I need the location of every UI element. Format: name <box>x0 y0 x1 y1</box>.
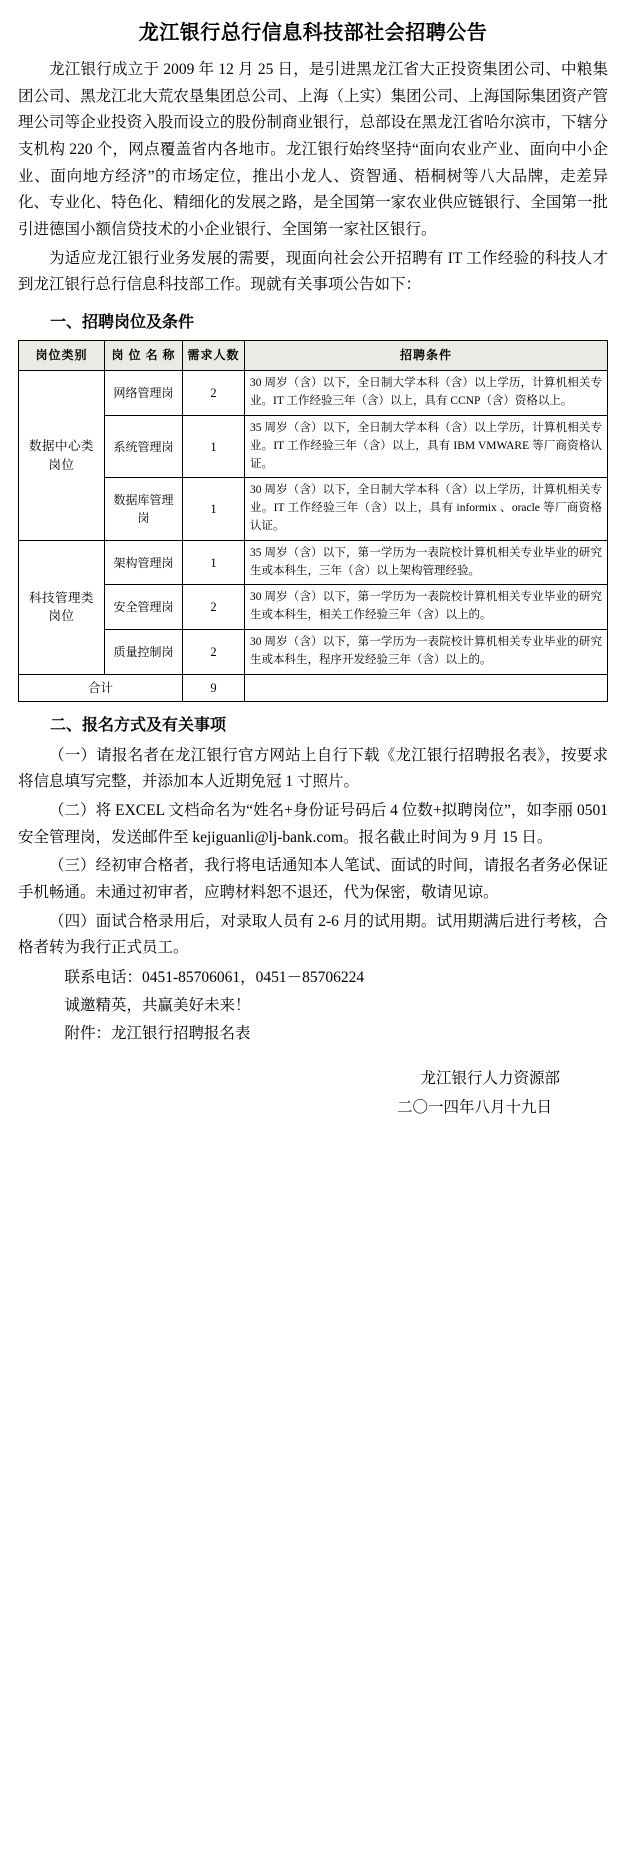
item-four: （四）面试合格录用后，对录取人员有 2-6 月的试用期。试用期满后进行考核，合格者转为我行正式员工。 <box>18 912 608 957</box>
contact-phone: 联系电话：0451-85706061，0451－85706224 <box>64 969 365 987</box>
cell-headcount: 2 <box>183 371 245 416</box>
cell-position-name: 数据库管理岗 <box>105 478 183 540</box>
cell-position-name: 质量控制岗 <box>105 630 183 675</box>
cell-position-name: 架构管理岗 <box>105 540 183 585</box>
cell-condition: 30 周岁（含）以下，全日制大学本科（含）以上学历，计算机相关专业。IT 工作经验三年（含）以上，具有 CCNP（含）资格以上。 <box>245 371 608 416</box>
table-row <box>19 540 608 585</box>
cell-category-datacenter: 数据中心类岗位 <box>19 371 105 541</box>
table-total-row <box>19 674 608 701</box>
cell-total-blank <box>245 674 608 701</box>
header-conditions: 招聘条件 <box>245 340 608 370</box>
cell-position-name: 网络管理岗 <box>105 371 183 416</box>
table-row <box>19 478 608 540</box>
cell-condition: 35 周岁（含）以下，全日制大学本科（含）以上学历，计算机相关专业。IT 工作经验三年（含）以上，具有 IBM VMWARE 等厂商资格认证。 <box>245 415 608 477</box>
cell-headcount: 2 <box>183 585 245 630</box>
section-one-heading: 一、招聘岗位及条件 <box>50 313 195 331</box>
table-row <box>19 415 608 477</box>
cell-headcount: 2 <box>183 630 245 675</box>
cell-condition: 30 周岁（含）以下，第一学历为一表院校计算机相关专业毕业的研究生或本科生，相关工作经验三年（含）以上的。 <box>245 585 608 630</box>
header-position-name: 岗 位 名 称 <box>105 340 183 370</box>
cell-total-label: 合计 <box>19 674 183 701</box>
cell-condition: 35 周岁（含）以下，第一学历为一表院校计算机相关专业毕业的研究生或本科生，三年（含）以上架构管理经验。 <box>245 540 608 585</box>
header-category: 岗位类别 <box>19 340 105 370</box>
cell-headcount: 1 <box>183 415 245 477</box>
item-one: （一）请报名者在龙江银行官方网站上自行下载《龙江银行招聘报名表》，按要求将信息填写完整，并添加本人近期免冠 1 寸照片。 <box>18 746 608 791</box>
cell-position-name: 系统管理岗 <box>105 415 183 477</box>
page-title: 龙江银行总行信息科技部社会招聘公告 <box>138 22 488 44</box>
header-headcount: 需求人数 <box>183 340 245 370</box>
section-two-heading: 二、报名方式及有关事项 <box>50 716 227 734</box>
cell-headcount: 1 <box>183 478 245 540</box>
signature-block <box>18 1064 608 1123</box>
cell-category-tech: 科技管理类岗位 <box>19 540 105 674</box>
signature-date: 二〇一四年八月十九日 <box>396 1099 552 1117</box>
table-row <box>19 371 608 416</box>
recruitment-table <box>18 340 608 702</box>
signature-org: 龙江银行人力资源部 <box>420 1069 560 1087</box>
cell-total-count: 9 <box>183 674 245 701</box>
table-header-row <box>19 340 608 370</box>
cell-headcount: 1 <box>183 540 245 585</box>
item-three: （三）经初审合格者，我行将电话通知本人笔试、面试的时间，请报名者务必保证手机畅通。未通过初审者，应聘材料恕不退还，代为保密，敬请见谅。 <box>18 857 608 902</box>
intro-paragraph-2: 为适应龙江银行业务发展的需要，现面向社会公开招聘有 IT 工作经验的科技人才到龙江银行总行信息科技部工作。现就有关事项公告如下： <box>18 249 608 294</box>
cell-position-name: 安全管理岗 <box>105 585 183 630</box>
table-row <box>19 585 608 630</box>
attachment-line: 附件：龙江银行招聘报名表 <box>64 1024 251 1042</box>
item-two: （二）将 EXCEL 文档命名为“姓名+身份证号码后 4 位数+拟聘岗位”，如李丽 0501 安全管理岗，发送邮件至 kejiguanli@lj-bank.com。报名截止时间为 9 月 15 日。 <box>18 802 608 846</box>
invitation-line: 诚邀精英，共赢美好未来！ <box>64 996 251 1014</box>
cell-condition: 30 周岁（含）以下，第一学历为一表院校计算机相关专业毕业的研究生或本科生，程序开发经验三年（含）以上的。 <box>245 630 608 675</box>
intro-paragraph-1: 龙江银行成立于 2009 年 12 月 25 日，是引进黑龙江省大正投资集团公司、中粮集团公司、黑龙江北大荒农垦集团总公司、上海（上实）集团公司、上海国际集团资产管理公司等企业投资入股而设立的股份制商业银行，总部设在黑龙江省哈尔滨市，下辖分支机构 220 个，网点覆盖省内各地市。龙江银行始终坚持“面向农业产业、面向中小企业、面向地方经济”的市场定位，推出小龙人、资智通、梧桐树等八大品牌，走差异化、专业化、特色化、精细化的发展之路，是全国第一家农业供应链银行、全国第一批引进德国小额信贷技术的小企业银行、全国第一家社区银行。 <box>18 61 608 238</box>
cell-condition: 30 周岁（含）以下，全日制大学本科（含）以上学历，计算机相关专业。IT 工作经验三年（含）以上，具有 informix 、oracle 等厂商资格认证。 <box>245 478 608 540</box>
table-row <box>19 630 608 675</box>
